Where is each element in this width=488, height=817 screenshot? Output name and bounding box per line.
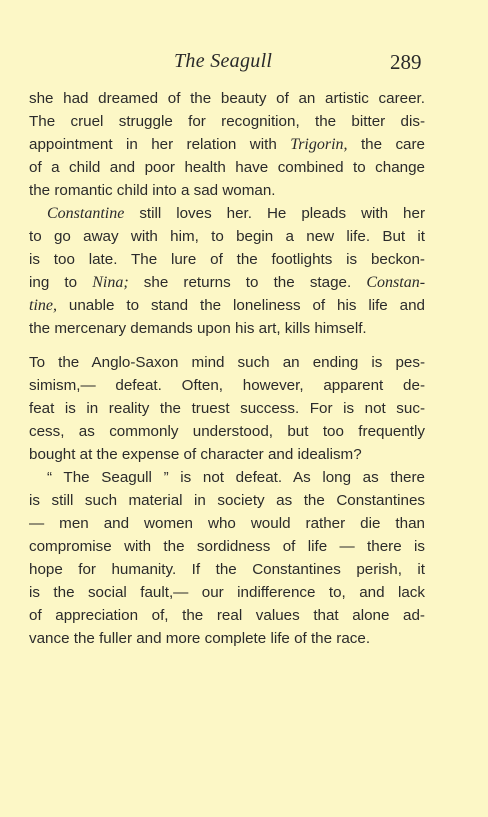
text-run: still loves her. He pleads with her — [124, 205, 425, 222]
text-line — [29, 226, 425, 248]
italic-text: Nina; — [92, 274, 129, 291]
text-run: the mercenary demands upon his art, kills himself. — [29, 320, 367, 337]
text-line — [29, 272, 425, 294]
text-line — [29, 295, 425, 317]
text-run: of a child and poor health have combined to change — [29, 159, 425, 176]
text-run: The cruel struggle for recognition, the bitter dis- — [29, 113, 425, 130]
text-line — [29, 444, 425, 466]
text-run: hope for humanity. If the Constantines perish, it — [29, 561, 425, 578]
text-line — [29, 375, 425, 397]
text-run: cess, as commonly understood, but too frequently — [29, 423, 425, 440]
text-run: compromise with the sordidness of life — there is — [29, 538, 425, 555]
text-run: the romantic child into a sad woman. — [29, 182, 276, 199]
text-run: is the social fault,— our indifference to, and lack — [29, 584, 425, 601]
text-line — [29, 628, 425, 650]
running-head — [0, 50, 488, 76]
text-run: of appreciation of, the real values that alone ad- — [29, 607, 425, 624]
italic-text: Constantine — [47, 205, 125, 222]
text-run: vance the fuller and more complete life of the race. — [29, 630, 371, 647]
text-line — [29, 180, 425, 202]
text-line — [29, 398, 425, 420]
text-run: To the Anglo-Saxon mind such an ending is pes- — [29, 354, 425, 371]
text-run: — men and women who would rather die than — [29, 515, 425, 532]
text-run: ing to — [29, 274, 93, 291]
text-line — [29, 111, 425, 133]
text-line — [29, 318, 425, 340]
text-line — [29, 134, 425, 156]
running-head-title: The Seagull — [174, 50, 273, 72]
text-line — [29, 352, 425, 374]
italic-text: tine, — [29, 297, 57, 314]
page-number: 289 — [390, 50, 422, 74]
text-line — [29, 559, 425, 581]
text-run: simism,— defeat. Often, however, apparent de- — [29, 377, 425, 394]
text-line — [29, 582, 425, 604]
text-line — [29, 513, 425, 535]
text-run: bought at the expense of character and idealism? — [29, 446, 362, 463]
text-line — [29, 605, 425, 627]
text-line — [29, 421, 425, 443]
text-run: feat is in reality the truest success. For is not suc- — [29, 400, 425, 417]
text-run: appointment in her relation with — [29, 136, 291, 153]
italic-text: Constan- — [366, 274, 426, 291]
italic-text: Trigorin, — [290, 136, 348, 153]
text-run: she returns to the stage. — [128, 274, 367, 291]
text-run: she had dreamed of the beauty of an artistic career. — [29, 90, 425, 107]
text-line — [29, 490, 425, 512]
text-line — [29, 467, 425, 489]
text-run: the care — [347, 136, 426, 153]
text-run: “ The Seagull ” is not defeat. As long as there — [47, 469, 425, 486]
text-run: to go away with him, to begin a new life. But it — [29, 228, 425, 245]
text-line — [29, 249, 425, 271]
text-line — [29, 157, 425, 179]
text-line — [29, 203, 425, 225]
text-run: is still such material in society as the Constantines — [29, 492, 425, 509]
text-line — [29, 88, 425, 110]
text-run: unable to stand the loneliness of his life and — [57, 297, 425, 314]
text-run: is too late. The lure of the footlights is beckon- — [29, 251, 425, 268]
text-line — [29, 536, 425, 558]
